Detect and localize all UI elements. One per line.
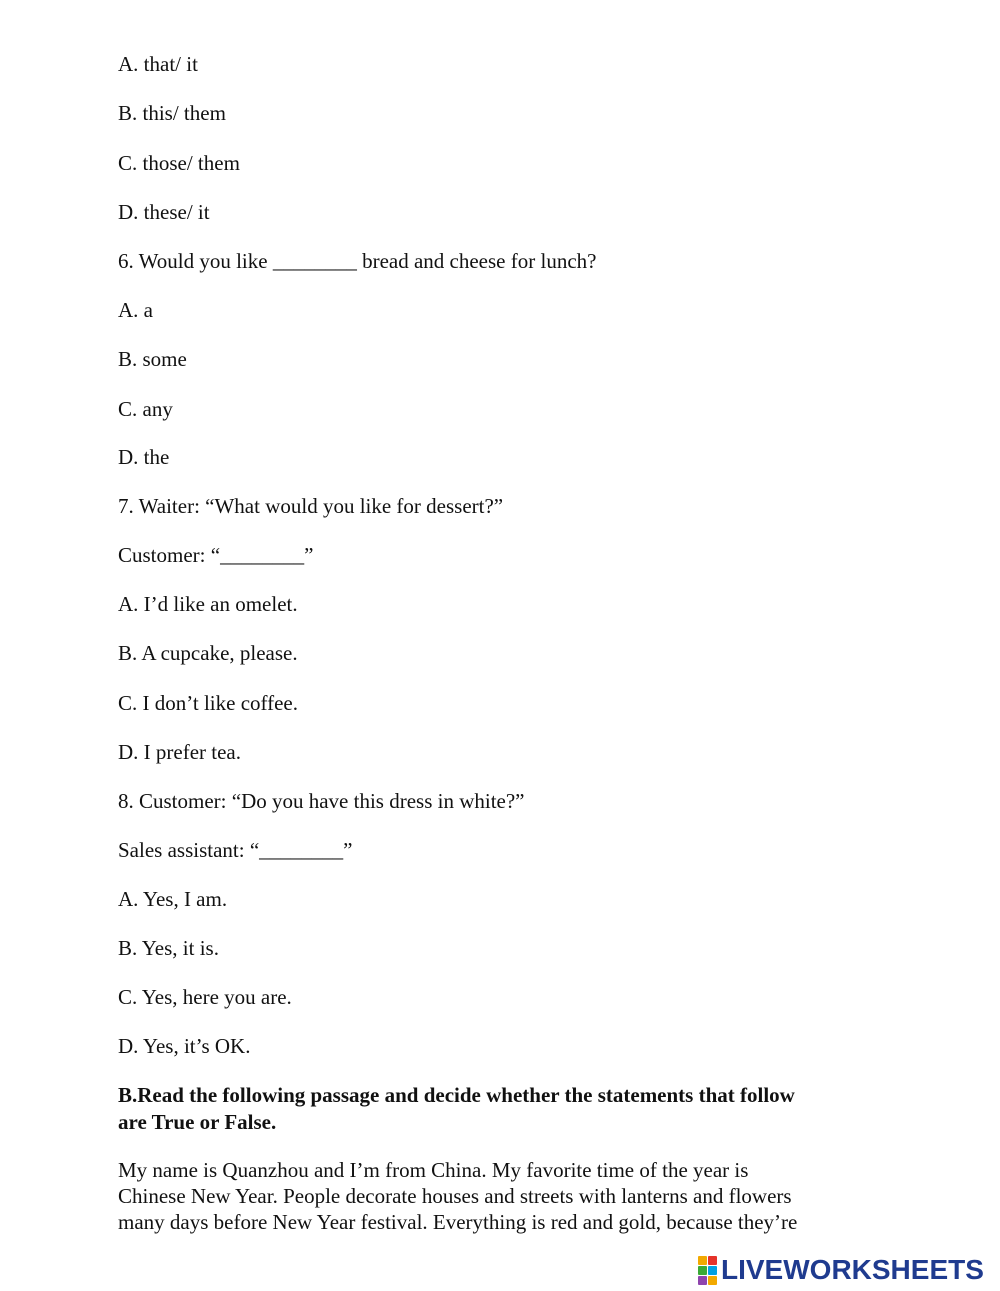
q8-option-b: B. Yes, it is.	[118, 936, 219, 960]
passage-line: Chinese New Year. People decorate houses and streets with lanterns and flowers	[118, 1184, 792, 1208]
q8-question: 8. Customer: “Do you have this dress in white?”	[118, 789, 525, 813]
logo-block	[708, 1266, 717, 1275]
section-b-heading	[118, 1082, 878, 1136]
q5-option-a: A. that/ it	[118, 52, 198, 76]
q8-option-a: A. Yes, I am.	[118, 887, 228, 911]
liveworksheets-logo	[698, 1255, 984, 1285]
section-b-heading-line1: B.Read the following passage and decide whether the statements that follow	[118, 1083, 795, 1107]
logo-block	[698, 1256, 707, 1265]
logo-text: LIVEWORKSHEETS	[721, 1254, 984, 1285]
q8-response: Sales assistant: “________”	[118, 838, 353, 862]
q8-option-d: D. Yes, it’s OK.	[118, 1034, 251, 1058]
q7-option-b: B. A cupcake, please.	[118, 641, 298, 665]
q6-option-d: D. the	[118, 445, 170, 469]
q6-option-c: C. any	[118, 397, 173, 421]
reading-passage	[118, 1157, 878, 1235]
logo-block	[708, 1276, 717, 1285]
q6-question: 6. Would you like ________ bread and cheese for lunch?	[118, 249, 597, 273]
q6-option-a: A. a	[118, 298, 153, 322]
q7-option-a: A. I’d like an omelet.	[118, 592, 298, 616]
q5-option-c: C. those/ them	[118, 151, 240, 175]
passage-line: My name is Quanzhou and I’m from China. My favorite time of the year is	[118, 1158, 749, 1182]
logo-block	[698, 1276, 707, 1285]
q7-option-d: D. I prefer tea.	[118, 740, 242, 764]
q5-option-d: D. these/ it	[118, 200, 210, 224]
logo-block	[698, 1266, 707, 1275]
q8-option-c: C. Yes, here you are.	[118, 985, 292, 1009]
logo-blocks-icon	[698, 1256, 717, 1285]
section-b-heading-line2: are True or False.	[118, 1110, 277, 1134]
logo-block	[708, 1256, 717, 1265]
q7-option-c: C. I don’t like coffee.	[118, 691, 299, 715]
passage-line: many days before New Year festival. Everything is red and gold, because they’re	[118, 1210, 798, 1234]
q6-option-b: B. some	[118, 347, 187, 371]
q5-option-b: B. this/ them	[118, 101, 226, 125]
q7-question: 7. Waiter: “What would you like for dessert?”	[118, 494, 504, 518]
q7-response: Customer: “________”	[118, 543, 314, 567]
